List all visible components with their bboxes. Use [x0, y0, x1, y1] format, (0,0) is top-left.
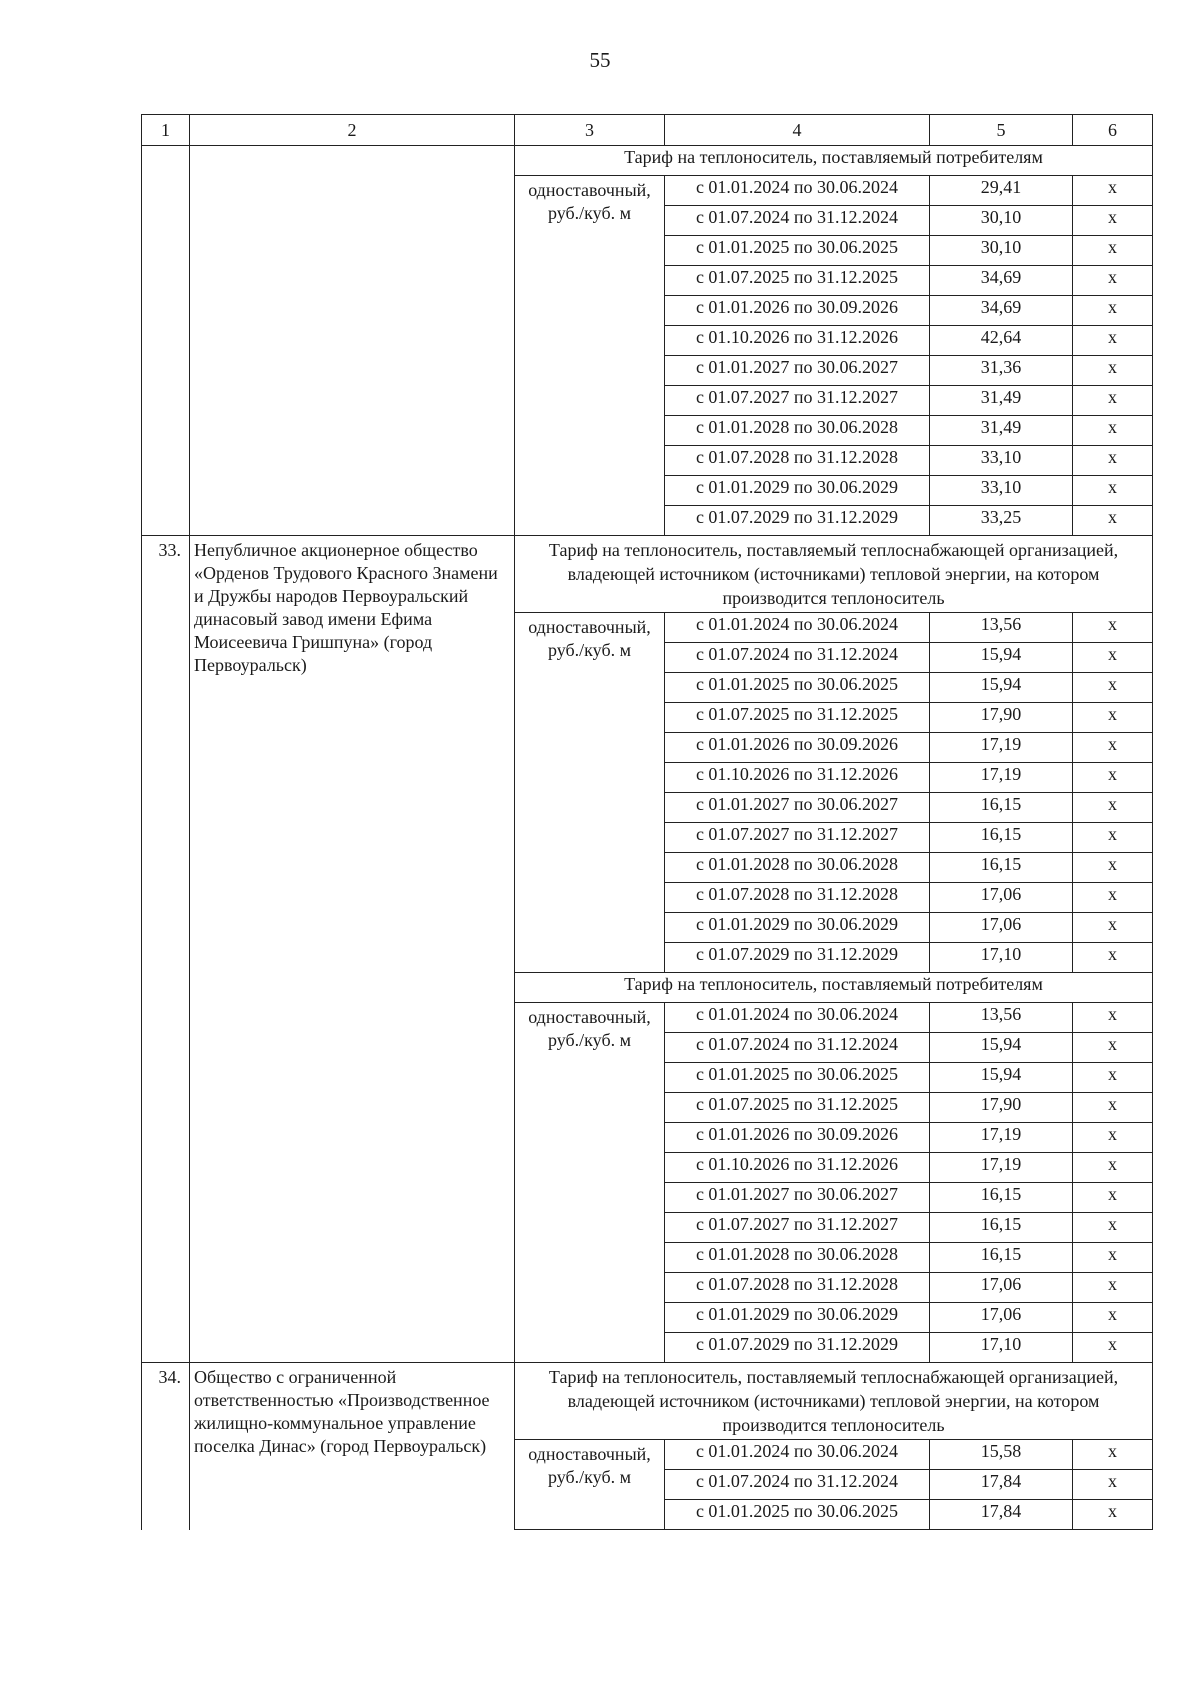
- tariff-value: 17,90: [930, 1093, 1073, 1123]
- tariff-period: с 01.07.2024 по 31.12.2024: [665, 1033, 930, 1063]
- tariff-period: с 01.01.2029 по 30.06.2029: [665, 913, 930, 943]
- rate-type-line: одноставочный,: [528, 1007, 651, 1027]
- tariff-value: 33,25: [930, 506, 1073, 536]
- tariff-mark: x: [1073, 1093, 1153, 1123]
- tariff-period: с 01.01.2028 по 30.06.2028: [665, 1243, 930, 1273]
- row-number: 33.: [142, 536, 190, 1363]
- tariff-value: 34,69: [930, 296, 1073, 326]
- rate-type-line: руб./куб. м: [548, 640, 631, 660]
- tariff-mark: x: [1073, 793, 1153, 823]
- tariff-period: с 01.01.2025 по 30.06.2025: [665, 1063, 930, 1093]
- tariff-value: 33,10: [930, 476, 1073, 506]
- tariff-period: с 01.01.2025 по 30.06.2025: [665, 673, 930, 703]
- tariff-mark: x: [1073, 1063, 1153, 1093]
- tariff-mark: x: [1073, 1333, 1153, 1363]
- tariff-value: 16,15: [930, 853, 1073, 883]
- tariff-value: 17,84: [930, 1470, 1073, 1500]
- tariff-period: с 01.10.2026 по 31.12.2026: [665, 763, 930, 793]
- tariff-period: с 01.01.2029 по 30.06.2029: [665, 1303, 930, 1333]
- column-header: 4: [665, 115, 930, 146]
- column-header-row: [142, 115, 1153, 146]
- tariff-period: с 01.01.2027 по 30.06.2027: [665, 356, 930, 386]
- page-number: 55: [589, 48, 611, 72]
- tariff-period: с 01.01.2025 по 30.06.2025: [665, 1500, 930, 1530]
- tariff-period: с 01.07.2027 по 31.12.2027: [665, 1213, 930, 1243]
- tariff-period: с 01.01.2027 по 30.06.2027: [665, 793, 930, 823]
- tariff-value: 15,58: [930, 1440, 1073, 1470]
- tariff-period: с 01.07.2029 по 31.12.2029: [665, 943, 930, 973]
- rate-type-line: одноставочный,: [528, 180, 651, 200]
- tariff-mark: x: [1073, 1470, 1153, 1500]
- tariff-mark: x: [1073, 733, 1153, 763]
- row-number: [142, 146, 190, 536]
- tariff-mark: x: [1073, 446, 1153, 476]
- section-title-row: [142, 536, 1153, 613]
- tariff-mark: x: [1073, 416, 1153, 446]
- rate-type-cell: [515, 1440, 665, 1530]
- tariff-mark: x: [1073, 823, 1153, 853]
- tariff-value: 17,10: [930, 1333, 1073, 1363]
- tariff-mark: x: [1073, 643, 1153, 673]
- tariff-value: 29,41: [930, 176, 1073, 206]
- rate-type-line: руб./куб. м: [548, 1030, 631, 1050]
- tariff-mark: x: [1073, 506, 1153, 536]
- tariff-mark: x: [1073, 266, 1153, 296]
- tariff-value: 17,19: [930, 1153, 1073, 1183]
- tariff-value: 16,15: [930, 793, 1073, 823]
- rate-type-line: руб./куб. м: [548, 1467, 631, 1487]
- tariff-mark: x: [1073, 326, 1153, 356]
- tariff-mark: x: [1073, 386, 1153, 416]
- tariff-value: 17,19: [930, 763, 1073, 793]
- tariff-value: 31,49: [930, 386, 1073, 416]
- tariff-value: 13,56: [930, 613, 1073, 643]
- tariff-mark: x: [1073, 703, 1153, 733]
- tariff-value: 15,94: [930, 1063, 1073, 1093]
- tariff-period: с 01.01.2024 по 30.06.2024: [665, 176, 930, 206]
- tariff-mark: x: [1073, 1273, 1153, 1303]
- tariff-value: 17,06: [930, 1303, 1073, 1333]
- tariff-mark: x: [1073, 673, 1153, 703]
- tariff-value: 16,15: [930, 1213, 1073, 1243]
- tariff-period: с 01.01.2026 по 30.09.2026: [665, 733, 930, 763]
- tariff-period: с 01.07.2029 по 31.12.2029: [665, 1333, 930, 1363]
- tariff-value: 16,15: [930, 1183, 1073, 1213]
- tariff-value: 34,69: [930, 266, 1073, 296]
- tariff-mark: x: [1073, 206, 1153, 236]
- tariff-value: 17,19: [930, 733, 1073, 763]
- tariff-mark: x: [1073, 1153, 1153, 1183]
- tariff-period: с 01.01.2024 по 30.06.2024: [665, 613, 930, 643]
- tariff-value: 17,06: [930, 883, 1073, 913]
- tariff-period: с 01.01.2028 по 30.06.2028: [665, 416, 930, 446]
- tariff-value: 15,94: [930, 1033, 1073, 1063]
- tariff-period: с 01.07.2024 по 31.12.2024: [665, 1470, 930, 1500]
- rate-type-line: одноставочный,: [528, 1444, 651, 1464]
- organization-name: Общество с ограниченной ответственностью «Производственное жилищно-коммунальное управление поселка Динас» (город Первоуральск): [190, 1363, 515, 1530]
- tariff-mark: x: [1073, 296, 1153, 326]
- tariff-period: с 01.07.2025 по 31.12.2025: [665, 703, 930, 733]
- tariff-period: с 01.07.2024 по 31.12.2024: [665, 643, 930, 673]
- section-title-row: [142, 1363, 1153, 1440]
- tariff-mark: x: [1073, 1213, 1153, 1243]
- tariff-value: 17,06: [930, 1273, 1073, 1303]
- tariff-mark: x: [1073, 763, 1153, 793]
- tariff-section-title: Тариф на теплоноситель, поставляемый теплоснабжающей организацией, владеющей источником (источниками) тепловой энергии, на котором производится теплоноситель: [515, 536, 1153, 613]
- tariff-value: 33,10: [930, 446, 1073, 476]
- tariff-period: с 01.01.2027 по 30.06.2027: [665, 1183, 930, 1213]
- column-header: 1: [142, 115, 190, 146]
- tariff-period: с 01.07.2025 по 31.12.2025: [665, 266, 930, 296]
- tariff-value: 13,56: [930, 1003, 1073, 1033]
- tariff-period: с 01.10.2026 по 31.12.2026: [665, 326, 930, 356]
- tariff-value: 17,19: [930, 1123, 1073, 1153]
- tariff-mark: x: [1073, 1500, 1153, 1530]
- tariff-mark: x: [1073, 176, 1153, 206]
- tariff-mark: x: [1073, 1303, 1153, 1333]
- tariff-mark: x: [1073, 613, 1153, 643]
- tariff-value: 15,94: [930, 673, 1073, 703]
- tariff-value: 17,06: [930, 913, 1073, 943]
- rate-type-cell: [515, 1003, 665, 1363]
- tariff-period: с 01.01.2026 по 30.09.2026: [665, 296, 930, 326]
- tariff-mark: x: [1073, 476, 1153, 506]
- tariff-mark: x: [1073, 943, 1153, 973]
- tariff-value: 15,94: [930, 643, 1073, 673]
- column-header: 5: [930, 115, 1073, 146]
- tariff-period: с 01.07.2027 по 31.12.2027: [665, 386, 930, 416]
- tariff-period: с 01.01.2026 по 30.09.2026: [665, 1123, 930, 1153]
- tariff-period: с 01.01.2025 по 30.06.2025: [665, 236, 930, 266]
- tariff-period: с 01.07.2024 по 31.12.2024: [665, 206, 930, 236]
- tariff-period: с 01.01.2024 по 30.06.2024: [665, 1440, 930, 1470]
- rate-type-line: руб./куб. м: [548, 203, 631, 223]
- tariff-mark: x: [1073, 883, 1153, 913]
- tariff-period: с 01.07.2027 по 31.12.2027: [665, 823, 930, 853]
- tariff-mark: x: [1073, 1003, 1153, 1033]
- tariff-mark: x: [1073, 1123, 1153, 1153]
- section-title-row: [142, 146, 1153, 176]
- tariff-value: 17,90: [930, 703, 1073, 733]
- tariff-period: с 01.10.2026 по 31.12.2026: [665, 1153, 930, 1183]
- tariff-value: 16,15: [930, 823, 1073, 853]
- column-header: 3: [515, 115, 665, 146]
- tariff-period: с 01.07.2028 по 31.12.2028: [665, 1273, 930, 1303]
- tariff-mark: x: [1073, 1243, 1153, 1273]
- tariff-section-title: Тариф на теплоноситель, поставляемый потребителям: [515, 973, 1153, 1003]
- rate-type-line: одноставочный,: [528, 617, 651, 637]
- tariff-mark: x: [1073, 1183, 1153, 1213]
- tariff-value: 16,15: [930, 1243, 1073, 1273]
- tariff-mark: x: [1073, 1440, 1153, 1470]
- tariff-section-title: Тариф на теплоноситель, поставляемый теплоснабжающей организацией, владеющей источником (источниками) тепловой энергии, на котором производится теплоноситель: [515, 1363, 1153, 1440]
- tariff-mark: x: [1073, 853, 1153, 883]
- column-header: 2: [190, 115, 515, 146]
- tariff-mark: x: [1073, 356, 1153, 386]
- tariff-table-body: [142, 115, 1153, 1530]
- rate-type-cell: [515, 613, 665, 973]
- tariff-period: с 01.07.2028 по 31.12.2028: [665, 883, 930, 913]
- column-header: 6: [1073, 115, 1153, 146]
- tariff-value: 31,49: [930, 416, 1073, 446]
- tariff-value: 17,10: [930, 943, 1073, 973]
- rate-type-cell: [515, 176, 665, 536]
- tariff-period: с 01.07.2025 по 31.12.2025: [665, 1093, 930, 1123]
- tariff-value: 30,10: [930, 206, 1073, 236]
- tariff-mark: x: [1073, 913, 1153, 943]
- tariff-period: с 01.01.2024 по 30.06.2024: [665, 1003, 930, 1033]
- tariff-mark: x: [1073, 236, 1153, 266]
- tariff-period: с 01.07.2028 по 31.12.2028: [665, 446, 930, 476]
- tariff-table: [141, 114, 1153, 1530]
- organization-name: Непубличное акционерное общество «Орденов Трудового Красного Знамени и Дружбы народов Первоуральский динасовый завод имени Ефима Моисеевича Гришпуна» (город Первоуральск): [190, 536, 515, 1363]
- tariff-value: 31,36: [930, 356, 1073, 386]
- row-number: 34.: [142, 1363, 190, 1530]
- tariff-mark: x: [1073, 1033, 1153, 1063]
- tariff-period: с 01.07.2029 по 31.12.2029: [665, 506, 930, 536]
- tariff-value: 42,64: [930, 326, 1073, 356]
- tariff-period: с 01.01.2029 по 30.06.2029: [665, 476, 930, 506]
- tariff-section-title: Тариф на теплоноситель, поставляемый потребителям: [515, 146, 1153, 176]
- tariff-value: 30,10: [930, 236, 1073, 266]
- organization-name: [190, 146, 515, 536]
- tariff-value: 17,84: [930, 1500, 1073, 1530]
- tariff-period: с 01.01.2028 по 30.06.2028: [665, 853, 930, 883]
